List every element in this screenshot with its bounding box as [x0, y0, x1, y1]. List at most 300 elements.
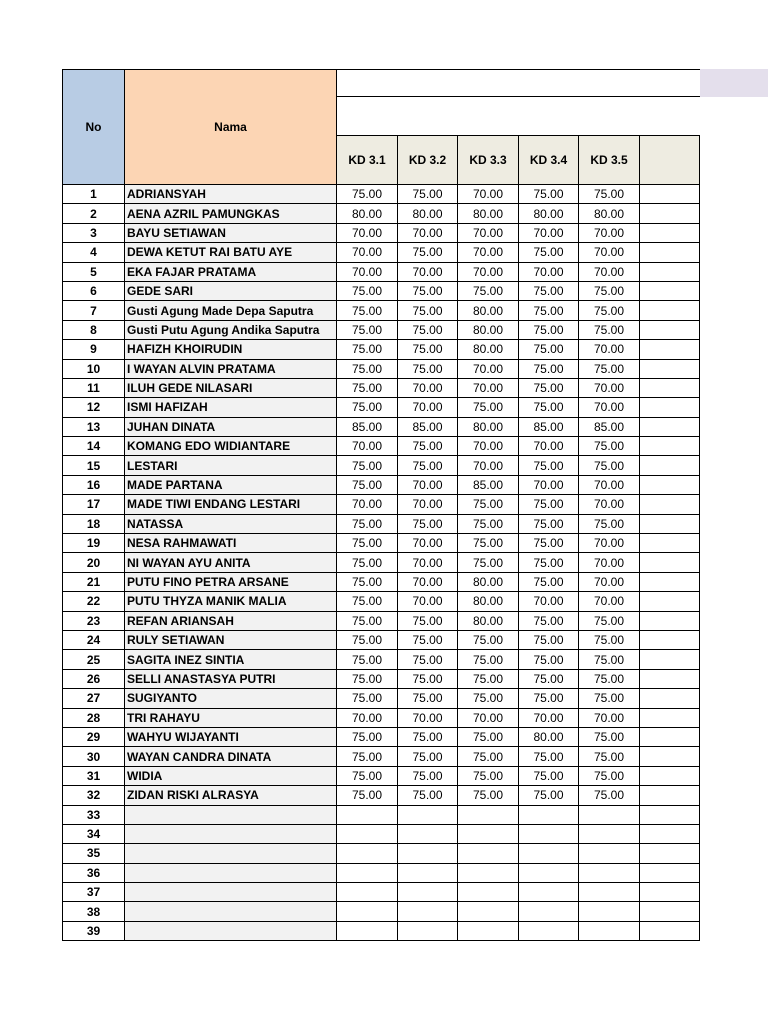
cell-score-kd-2[interactable]: [398, 824, 458, 843]
cell-score-kd-4[interactable]: [519, 883, 579, 902]
cell-score-kd-2[interactable]: 75.00: [398, 437, 458, 456]
cell-score-kd-1[interactable]: 75.00: [337, 185, 398, 204]
cell-score-kd-1[interactable]: 75.00: [337, 766, 398, 785]
cell-score-kd-6[interactable]: [640, 514, 700, 533]
cell-nama[interactable]: AENA AZRIL PAMUNGKAS: [125, 204, 337, 223]
cell-score-kd-5[interactable]: 70.00: [579, 223, 640, 242]
cell-score-kd-4[interactable]: 75.00: [519, 378, 579, 397]
cell-score-kd-3[interactable]: 80.00: [458, 572, 519, 591]
cell-score-kd-5[interactable]: [579, 824, 640, 843]
cell-nama[interactable]: EKA FAJAR PRATAMA: [125, 262, 337, 281]
cell-no[interactable]: 9: [63, 340, 125, 359]
cell-score-kd-2[interactable]: [398, 902, 458, 921]
cell-nama[interactable]: REFAN ARIANSAH: [125, 611, 337, 630]
cell-score-kd-1[interactable]: 75.00: [337, 281, 398, 300]
cell-score-kd-3[interactable]: 75.00: [458, 495, 519, 514]
cell-nama[interactable]: Gusti Agung Made Depa Saputra: [125, 301, 337, 320]
cell-score-kd-5[interactable]: 75.00: [579, 359, 640, 378]
cell-score-kd-3[interactable]: 75.00: [458, 689, 519, 708]
cell-score-kd-2[interactable]: 70.00: [398, 708, 458, 727]
cell-score-kd-2[interactable]: 70.00: [398, 572, 458, 591]
cell-score-kd-3[interactable]: [458, 805, 519, 824]
cell-score-kd-2[interactable]: [398, 883, 458, 902]
cell-score-kd-1[interactable]: 75.00: [337, 650, 398, 669]
cell-score-kd-6[interactable]: [640, 456, 700, 475]
cell-score-kd-5[interactable]: 75.00: [579, 630, 640, 649]
cell-score-kd-1[interactable]: 70.00: [337, 495, 398, 514]
cell-score-kd-2[interactable]: [398, 921, 458, 940]
cell-score-kd-4[interactable]: 75.00: [519, 301, 579, 320]
cell-score-kd-6[interactable]: [640, 630, 700, 649]
cell-score-kd-2[interactable]: 70.00: [398, 262, 458, 281]
cell-score-kd-4[interactable]: [519, 844, 579, 863]
cell-score-kd-4[interactable]: 75.00: [519, 495, 579, 514]
cell-score-kd-6[interactable]: [640, 650, 700, 669]
cell-score-kd-3[interactable]: 75.00: [458, 514, 519, 533]
cell-score-kd-2[interactable]: 75.00: [398, 747, 458, 766]
cell-score-kd-5[interactable]: [579, 921, 640, 940]
cell-score-kd-1[interactable]: 75.00: [337, 630, 398, 649]
cell-no[interactable]: 19: [63, 534, 125, 553]
cell-score-kd-5[interactable]: [579, 844, 640, 863]
cell-score-kd-2[interactable]: 70.00: [398, 534, 458, 553]
cell-score-kd-1[interactable]: 75.00: [337, 398, 398, 417]
cell-score-kd-6[interactable]: [640, 863, 700, 882]
cell-score-kd-6[interactable]: [640, 281, 700, 300]
cell-score-kd-6[interactable]: [640, 243, 700, 262]
cell-score-kd-6[interactable]: [640, 669, 700, 688]
cell-score-kd-4[interactable]: 75.00: [519, 456, 579, 475]
cell-score-kd-6[interactable]: [640, 553, 700, 572]
cell-nama[interactable]: [125, 883, 337, 902]
cell-nama[interactable]: I WAYAN ALVIN PRATAMA: [125, 359, 337, 378]
cell-nama[interactable]: [125, 921, 337, 940]
cell-nama[interactable]: MADE TIWI ENDANG LESTARI: [125, 495, 337, 514]
cell-score-kd-5[interactable]: 70.00: [579, 262, 640, 281]
cell-score-kd-5[interactable]: 75.00: [579, 281, 640, 300]
cell-score-kd-5[interactable]: 75.00: [579, 301, 640, 320]
cell-score-kd-3[interactable]: 75.00: [458, 650, 519, 669]
cell-score-kd-2[interactable]: 75.00: [398, 669, 458, 688]
cell-score-kd-3[interactable]: 75.00: [458, 534, 519, 553]
cell-score-kd-4[interactable]: 70.00: [519, 262, 579, 281]
cell-score-kd-5[interactable]: 75.00: [579, 514, 640, 533]
cell-score-kd-4[interactable]: [519, 921, 579, 940]
cell-score-kd-5[interactable]: 70.00: [579, 592, 640, 611]
cell-no[interactable]: 16: [63, 475, 125, 494]
cell-score-kd-1[interactable]: 75.00: [337, 669, 398, 688]
cell-nama[interactable]: WAHYU WIJAYANTI: [125, 727, 337, 746]
cell-score-kd-6[interactable]: [640, 223, 700, 242]
cell-score-kd-4[interactable]: 75.00: [519, 514, 579, 533]
cell-score-kd-4[interactable]: 75.00: [519, 669, 579, 688]
cell-score-kd-6[interactable]: [640, 921, 700, 940]
cell-score-kd-1[interactable]: 75.00: [337, 572, 398, 591]
cell-score-kd-6[interactable]: [640, 611, 700, 630]
cell-no[interactable]: 2: [63, 204, 125, 223]
cell-score-kd-6[interactable]: [640, 805, 700, 824]
cell-score-kd-6[interactable]: [640, 883, 700, 902]
cell-score-kd-4[interactable]: 75.00: [519, 650, 579, 669]
cell-score-kd-1[interactable]: [337, 863, 398, 882]
cell-no[interactable]: 34: [63, 824, 125, 843]
cell-score-kd-3[interactable]: 70.00: [458, 456, 519, 475]
cell-score-kd-5[interactable]: 75.00: [579, 437, 640, 456]
cell-score-kd-6[interactable]: [640, 786, 700, 805]
cell-score-kd-5[interactable]: 75.00: [579, 747, 640, 766]
cell-score-kd-1[interactable]: [337, 902, 398, 921]
cell-score-kd-1[interactable]: [337, 844, 398, 863]
cell-score-kd-5[interactable]: 70.00: [579, 534, 640, 553]
cell-nama[interactable]: WIDIA: [125, 766, 337, 785]
cell-score-kd-1[interactable]: 80.00: [337, 204, 398, 223]
cell-score-kd-5[interactable]: 70.00: [579, 398, 640, 417]
cell-score-kd-5[interactable]: 70.00: [579, 378, 640, 397]
cell-score-kd-4[interactable]: 75.00: [519, 747, 579, 766]
cell-score-kd-6[interactable]: [640, 262, 700, 281]
cell-score-kd-3[interactable]: [458, 824, 519, 843]
cell-score-kd-2[interactable]: [398, 844, 458, 863]
cell-no[interactable]: 31: [63, 766, 125, 785]
cell-nama[interactable]: MADE PARTANA: [125, 475, 337, 494]
cell-score-kd-2[interactable]: 70.00: [398, 553, 458, 572]
cell-score-kd-2[interactable]: 75.00: [398, 727, 458, 746]
cell-score-kd-6[interactable]: [640, 844, 700, 863]
cell-no[interactable]: 21: [63, 572, 125, 591]
cell-no[interactable]: 33: [63, 805, 125, 824]
cell-score-kd-6[interactable]: [640, 359, 700, 378]
cell-score-kd-3[interactable]: 70.00: [458, 378, 519, 397]
cell-score-kd-5[interactable]: 75.00: [579, 689, 640, 708]
cell-score-kd-6[interactable]: [640, 320, 700, 339]
cell-score-kd-4[interactable]: 70.00: [519, 437, 579, 456]
cell-no[interactable]: 1: [63, 185, 125, 204]
cell-score-kd-1[interactable]: 75.00: [337, 592, 398, 611]
cell-score-kd-5[interactable]: 75.00: [579, 320, 640, 339]
cell-score-kd-1[interactable]: 70.00: [337, 223, 398, 242]
cell-no[interactable]: 26: [63, 669, 125, 688]
cell-nama[interactable]: [125, 863, 337, 882]
cell-score-kd-6[interactable]: [640, 378, 700, 397]
cell-no[interactable]: 8: [63, 320, 125, 339]
cell-no[interactable]: 32: [63, 786, 125, 805]
cell-nama[interactable]: [125, 902, 337, 921]
cell-no[interactable]: 10: [63, 359, 125, 378]
cell-score-kd-6[interactable]: [640, 766, 700, 785]
cell-no[interactable]: 35: [63, 844, 125, 863]
cell-score-kd-4[interactable]: 75.00: [519, 340, 579, 359]
cell-no[interactable]: 7: [63, 301, 125, 320]
cell-score-kd-6[interactable]: [640, 301, 700, 320]
cell-score-kd-4[interactable]: [519, 805, 579, 824]
cell-score-kd-4[interactable]: 75.00: [519, 766, 579, 785]
cell-score-kd-5[interactable]: 75.00: [579, 766, 640, 785]
cell-nama[interactable]: SUGIYANTO: [125, 689, 337, 708]
cell-nama[interactable]: SELLI ANASTASYA PUTRI: [125, 669, 337, 688]
cell-no[interactable]: 5: [63, 262, 125, 281]
cell-score-kd-1[interactable]: [337, 824, 398, 843]
cell-score-kd-4[interactable]: [519, 863, 579, 882]
cell-score-kd-6[interactable]: [640, 747, 700, 766]
cell-score-kd-5[interactable]: 75.00: [579, 669, 640, 688]
cell-score-kd-3[interactable]: 70.00: [458, 359, 519, 378]
cell-score-kd-3[interactable]: [458, 844, 519, 863]
cell-score-kd-1[interactable]: 85.00: [337, 417, 398, 436]
cell-score-kd-3[interactable]: 75.00: [458, 766, 519, 785]
cell-score-kd-1[interactable]: 70.00: [337, 708, 398, 727]
cell-no[interactable]: 3: [63, 223, 125, 242]
cell-score-kd-3[interactable]: 75.00: [458, 727, 519, 746]
cell-score-kd-1[interactable]: [337, 883, 398, 902]
cell-nama[interactable]: NESA RAHMAWATI: [125, 534, 337, 553]
cell-no[interactable]: 23: [63, 611, 125, 630]
cell-score-kd-1[interactable]: 75.00: [337, 727, 398, 746]
cell-score-kd-3[interactable]: [458, 902, 519, 921]
cell-nama[interactable]: KOMANG EDO WIDIANTARE: [125, 437, 337, 456]
cell-nama[interactable]: RULY SETIAWAN: [125, 630, 337, 649]
cell-score-kd-2[interactable]: 75.00: [398, 185, 458, 204]
cell-no[interactable]: 28: [63, 708, 125, 727]
cell-score-kd-5[interactable]: 70.00: [579, 243, 640, 262]
cell-score-kd-1[interactable]: 75.00: [337, 475, 398, 494]
cell-no[interactable]: 39: [63, 921, 125, 940]
cell-score-kd-1[interactable]: 75.00: [337, 301, 398, 320]
cell-score-kd-5[interactable]: 70.00: [579, 475, 640, 494]
cell-no[interactable]: 13: [63, 417, 125, 436]
cell-score-kd-5[interactable]: [579, 863, 640, 882]
cell-score-kd-2[interactable]: 70.00: [398, 475, 458, 494]
cell-no[interactable]: 37: [63, 883, 125, 902]
cell-score-kd-2[interactable]: 75.00: [398, 243, 458, 262]
cell-score-kd-4[interactable]: 75.00: [519, 398, 579, 417]
cell-no[interactable]: 25: [63, 650, 125, 669]
cell-score-kd-2[interactable]: 75.00: [398, 786, 458, 805]
cell-score-kd-2[interactable]: 75.00: [398, 689, 458, 708]
cell-score-kd-3[interactable]: [458, 921, 519, 940]
cell-score-kd-2[interactable]: 75.00: [398, 340, 458, 359]
cell-score-kd-5[interactable]: 70.00: [579, 708, 640, 727]
cell-score-kd-5[interactable]: [579, 883, 640, 902]
cell-score-kd-3[interactable]: 70.00: [458, 185, 519, 204]
cell-score-kd-3[interactable]: 75.00: [458, 669, 519, 688]
cell-nama[interactable]: GEDE SARI: [125, 281, 337, 300]
cell-score-kd-6[interactable]: [640, 417, 700, 436]
cell-score-kd-6[interactable]: [640, 592, 700, 611]
cell-score-kd-4[interactable]: 75.00: [519, 359, 579, 378]
cell-nama[interactable]: [125, 844, 337, 863]
cell-nama[interactable]: NI WAYAN AYU ANITA: [125, 553, 337, 572]
cell-score-kd-1[interactable]: 75.00: [337, 786, 398, 805]
cell-nama[interactable]: ADRIANSYAH: [125, 185, 337, 204]
cell-nama[interactable]: PUTU FINO PETRA ARSANE: [125, 572, 337, 591]
cell-score-kd-1[interactable]: 75.00: [337, 378, 398, 397]
cell-score-kd-6[interactable]: [640, 495, 700, 514]
cell-score-kd-2[interactable]: 75.00: [398, 456, 458, 475]
cell-score-kd-2[interactable]: 85.00: [398, 417, 458, 436]
cell-no[interactable]: 29: [63, 727, 125, 746]
cell-nama[interactable]: [125, 805, 337, 824]
cell-score-kd-3[interactable]: 75.00: [458, 747, 519, 766]
cell-score-kd-3[interactable]: 80.00: [458, 592, 519, 611]
cell-score-kd-1[interactable]: 75.00: [337, 320, 398, 339]
cell-score-kd-2[interactable]: 75.00: [398, 766, 458, 785]
cell-score-kd-4[interactable]: 70.00: [519, 708, 579, 727]
cell-nama[interactable]: BAYU SETIAWAN: [125, 223, 337, 242]
cell-score-kd-6[interactable]: [640, 727, 700, 746]
cell-no[interactable]: 12: [63, 398, 125, 417]
cell-score-kd-3[interactable]: 85.00: [458, 475, 519, 494]
cell-score-kd-4[interactable]: 75.00: [519, 611, 579, 630]
cell-nama[interactable]: ILUH GEDE NILASARI: [125, 378, 337, 397]
cell-nama[interactable]: ISMI HAFIZAH: [125, 398, 337, 417]
cell-score-kd-3[interactable]: 75.00: [458, 553, 519, 572]
cell-no[interactable]: 38: [63, 902, 125, 921]
cell-nama[interactable]: JUHAN DINATA: [125, 417, 337, 436]
cell-no[interactable]: 14: [63, 437, 125, 456]
cell-score-kd-2[interactable]: [398, 863, 458, 882]
cell-score-kd-3[interactable]: 70.00: [458, 708, 519, 727]
cell-score-kd-5[interactable]: 75.00: [579, 456, 640, 475]
cell-score-kd-2[interactable]: 70.00: [398, 223, 458, 242]
cell-score-kd-5[interactable]: 70.00: [579, 572, 640, 591]
cell-score-kd-2[interactable]: 70.00: [398, 495, 458, 514]
cell-score-kd-3[interactable]: 75.00: [458, 630, 519, 649]
cell-nama[interactable]: Gusti Putu Agung Andika Saputra: [125, 320, 337, 339]
cell-score-kd-2[interactable]: 80.00: [398, 204, 458, 223]
cell-nama[interactable]: DEWA KETUT RAI BATU AYE: [125, 243, 337, 262]
cell-score-kd-3[interactable]: 80.00: [458, 340, 519, 359]
cell-score-kd-2[interactable]: 75.00: [398, 301, 458, 320]
cell-score-kd-4[interactable]: 75.00: [519, 553, 579, 572]
cell-score-kd-6[interactable]: [640, 689, 700, 708]
cell-score-kd-4[interactable]: 80.00: [519, 204, 579, 223]
cell-score-kd-6[interactable]: [640, 708, 700, 727]
cell-score-kd-4[interactable]: 75.00: [519, 281, 579, 300]
cell-score-kd-3[interactable]: 80.00: [458, 417, 519, 436]
cell-score-kd-5[interactable]: 70.00: [579, 495, 640, 514]
cell-score-kd-2[interactable]: 75.00: [398, 630, 458, 649]
cell-score-kd-4[interactable]: [519, 824, 579, 843]
cell-score-kd-2[interactable]: 70.00: [398, 378, 458, 397]
cell-score-kd-5[interactable]: 75.00: [579, 650, 640, 669]
cell-score-kd-3[interactable]: 75.00: [458, 398, 519, 417]
cell-score-kd-5[interactable]: 85.00: [579, 417, 640, 436]
cell-no[interactable]: 24: [63, 630, 125, 649]
cell-score-kd-3[interactable]: [458, 883, 519, 902]
cell-score-kd-3[interactable]: 70.00: [458, 437, 519, 456]
cell-score-kd-6[interactable]: [640, 824, 700, 843]
cell-score-kd-4[interactable]: 75.00: [519, 572, 579, 591]
cell-score-kd-4[interactable]: 70.00: [519, 592, 579, 611]
cell-score-kd-5[interactable]: 70.00: [579, 553, 640, 572]
cell-score-kd-5[interactable]: 75.00: [579, 185, 640, 204]
cell-score-kd-6[interactable]: [640, 475, 700, 494]
cell-score-kd-6[interactable]: [640, 572, 700, 591]
cell-score-kd-1[interactable]: [337, 921, 398, 940]
cell-score-kd-1[interactable]: 75.00: [337, 747, 398, 766]
cell-score-kd-4[interactable]: 75.00: [519, 534, 579, 553]
cell-nama[interactable]: NATASSA: [125, 514, 337, 533]
cell-score-kd-2[interactable]: 75.00: [398, 320, 458, 339]
cell-score-kd-4[interactable]: 85.00: [519, 417, 579, 436]
cell-no[interactable]: 11: [63, 378, 125, 397]
cell-score-kd-1[interactable]: 75.00: [337, 611, 398, 630]
cell-score-kd-4[interactable]: [519, 902, 579, 921]
cell-score-kd-3[interactable]: [458, 863, 519, 882]
cell-score-kd-6[interactable]: [640, 340, 700, 359]
cell-score-kd-1[interactable]: 75.00: [337, 456, 398, 475]
cell-score-kd-4[interactable]: 75.00: [519, 320, 579, 339]
cell-no[interactable]: 6: [63, 281, 125, 300]
cell-no[interactable]: 15: [63, 456, 125, 475]
cell-score-kd-5[interactable]: 75.00: [579, 786, 640, 805]
cell-nama[interactable]: LESTARI: [125, 456, 337, 475]
cell-score-kd-1[interactable]: 75.00: [337, 689, 398, 708]
cell-score-kd-3[interactable]: 80.00: [458, 301, 519, 320]
cell-nama[interactable]: SAGITA INEZ SINTIA: [125, 650, 337, 669]
cell-score-kd-3[interactable]: 70.00: [458, 243, 519, 262]
cell-score-kd-1[interactable]: 75.00: [337, 514, 398, 533]
cell-score-kd-1[interactable]: 75.00: [337, 534, 398, 553]
cell-score-kd-2[interactable]: 75.00: [398, 281, 458, 300]
cell-score-kd-5[interactable]: 80.00: [579, 204, 640, 223]
cell-score-kd-6[interactable]: [640, 437, 700, 456]
cell-no[interactable]: 4: [63, 243, 125, 262]
cell-nama[interactable]: [125, 824, 337, 843]
cell-score-kd-2[interactable]: 70.00: [398, 592, 458, 611]
cell-score-kd-5[interactable]: [579, 902, 640, 921]
cell-nama[interactable]: TRI RAHAYU: [125, 708, 337, 727]
cell-score-kd-1[interactable]: 75.00: [337, 359, 398, 378]
cell-score-kd-2[interactable]: [398, 805, 458, 824]
cell-score-kd-1[interactable]: 70.00: [337, 262, 398, 281]
cell-score-kd-4[interactable]: 75.00: [519, 630, 579, 649]
cell-nama[interactable]: HAFIZH KHOIRUDIN: [125, 340, 337, 359]
cell-no[interactable]: 22: [63, 592, 125, 611]
cell-score-kd-1[interactable]: 75.00: [337, 340, 398, 359]
cell-score-kd-6[interactable]: [640, 185, 700, 204]
cell-no[interactable]: 36: [63, 863, 125, 882]
cell-score-kd-4[interactable]: 75.00: [519, 243, 579, 262]
cell-score-kd-4[interactable]: 75.00: [519, 689, 579, 708]
cell-score-kd-4[interactable]: 75.00: [519, 185, 579, 204]
cell-score-kd-5[interactable]: 75.00: [579, 611, 640, 630]
cell-score-kd-1[interactable]: [337, 805, 398, 824]
cell-score-kd-1[interactable]: 70.00: [337, 437, 398, 456]
cell-score-kd-4[interactable]: 70.00: [519, 223, 579, 242]
cell-score-kd-1[interactable]: 75.00: [337, 553, 398, 572]
cell-score-kd-6[interactable]: [640, 902, 700, 921]
cell-score-kd-4[interactable]: 70.00: [519, 475, 579, 494]
cell-nama[interactable]: PUTU THYZA MANIK MALIA: [125, 592, 337, 611]
cell-score-kd-2[interactable]: 75.00: [398, 650, 458, 669]
cell-score-kd-2[interactable]: 70.00: [398, 398, 458, 417]
cell-score-kd-6[interactable]: [640, 204, 700, 223]
cell-score-kd-5[interactable]: 75.00: [579, 727, 640, 746]
cell-score-kd-4[interactable]: 80.00: [519, 727, 579, 746]
cell-no[interactable]: 20: [63, 553, 125, 572]
cell-score-kd-2[interactable]: 75.00: [398, 611, 458, 630]
cell-score-kd-5[interactable]: [579, 805, 640, 824]
cell-score-kd-3[interactable]: 80.00: [458, 611, 519, 630]
cell-score-kd-3[interactable]: 70.00: [458, 262, 519, 281]
cell-no[interactable]: 27: [63, 689, 125, 708]
cell-score-kd-3[interactable]: 80.00: [458, 204, 519, 223]
cell-score-kd-1[interactable]: 70.00: [337, 243, 398, 262]
cell-no[interactable]: 17: [63, 495, 125, 514]
cell-score-kd-6[interactable]: [640, 398, 700, 417]
cell-nama[interactable]: WAYAN CANDRA DINATA: [125, 747, 337, 766]
